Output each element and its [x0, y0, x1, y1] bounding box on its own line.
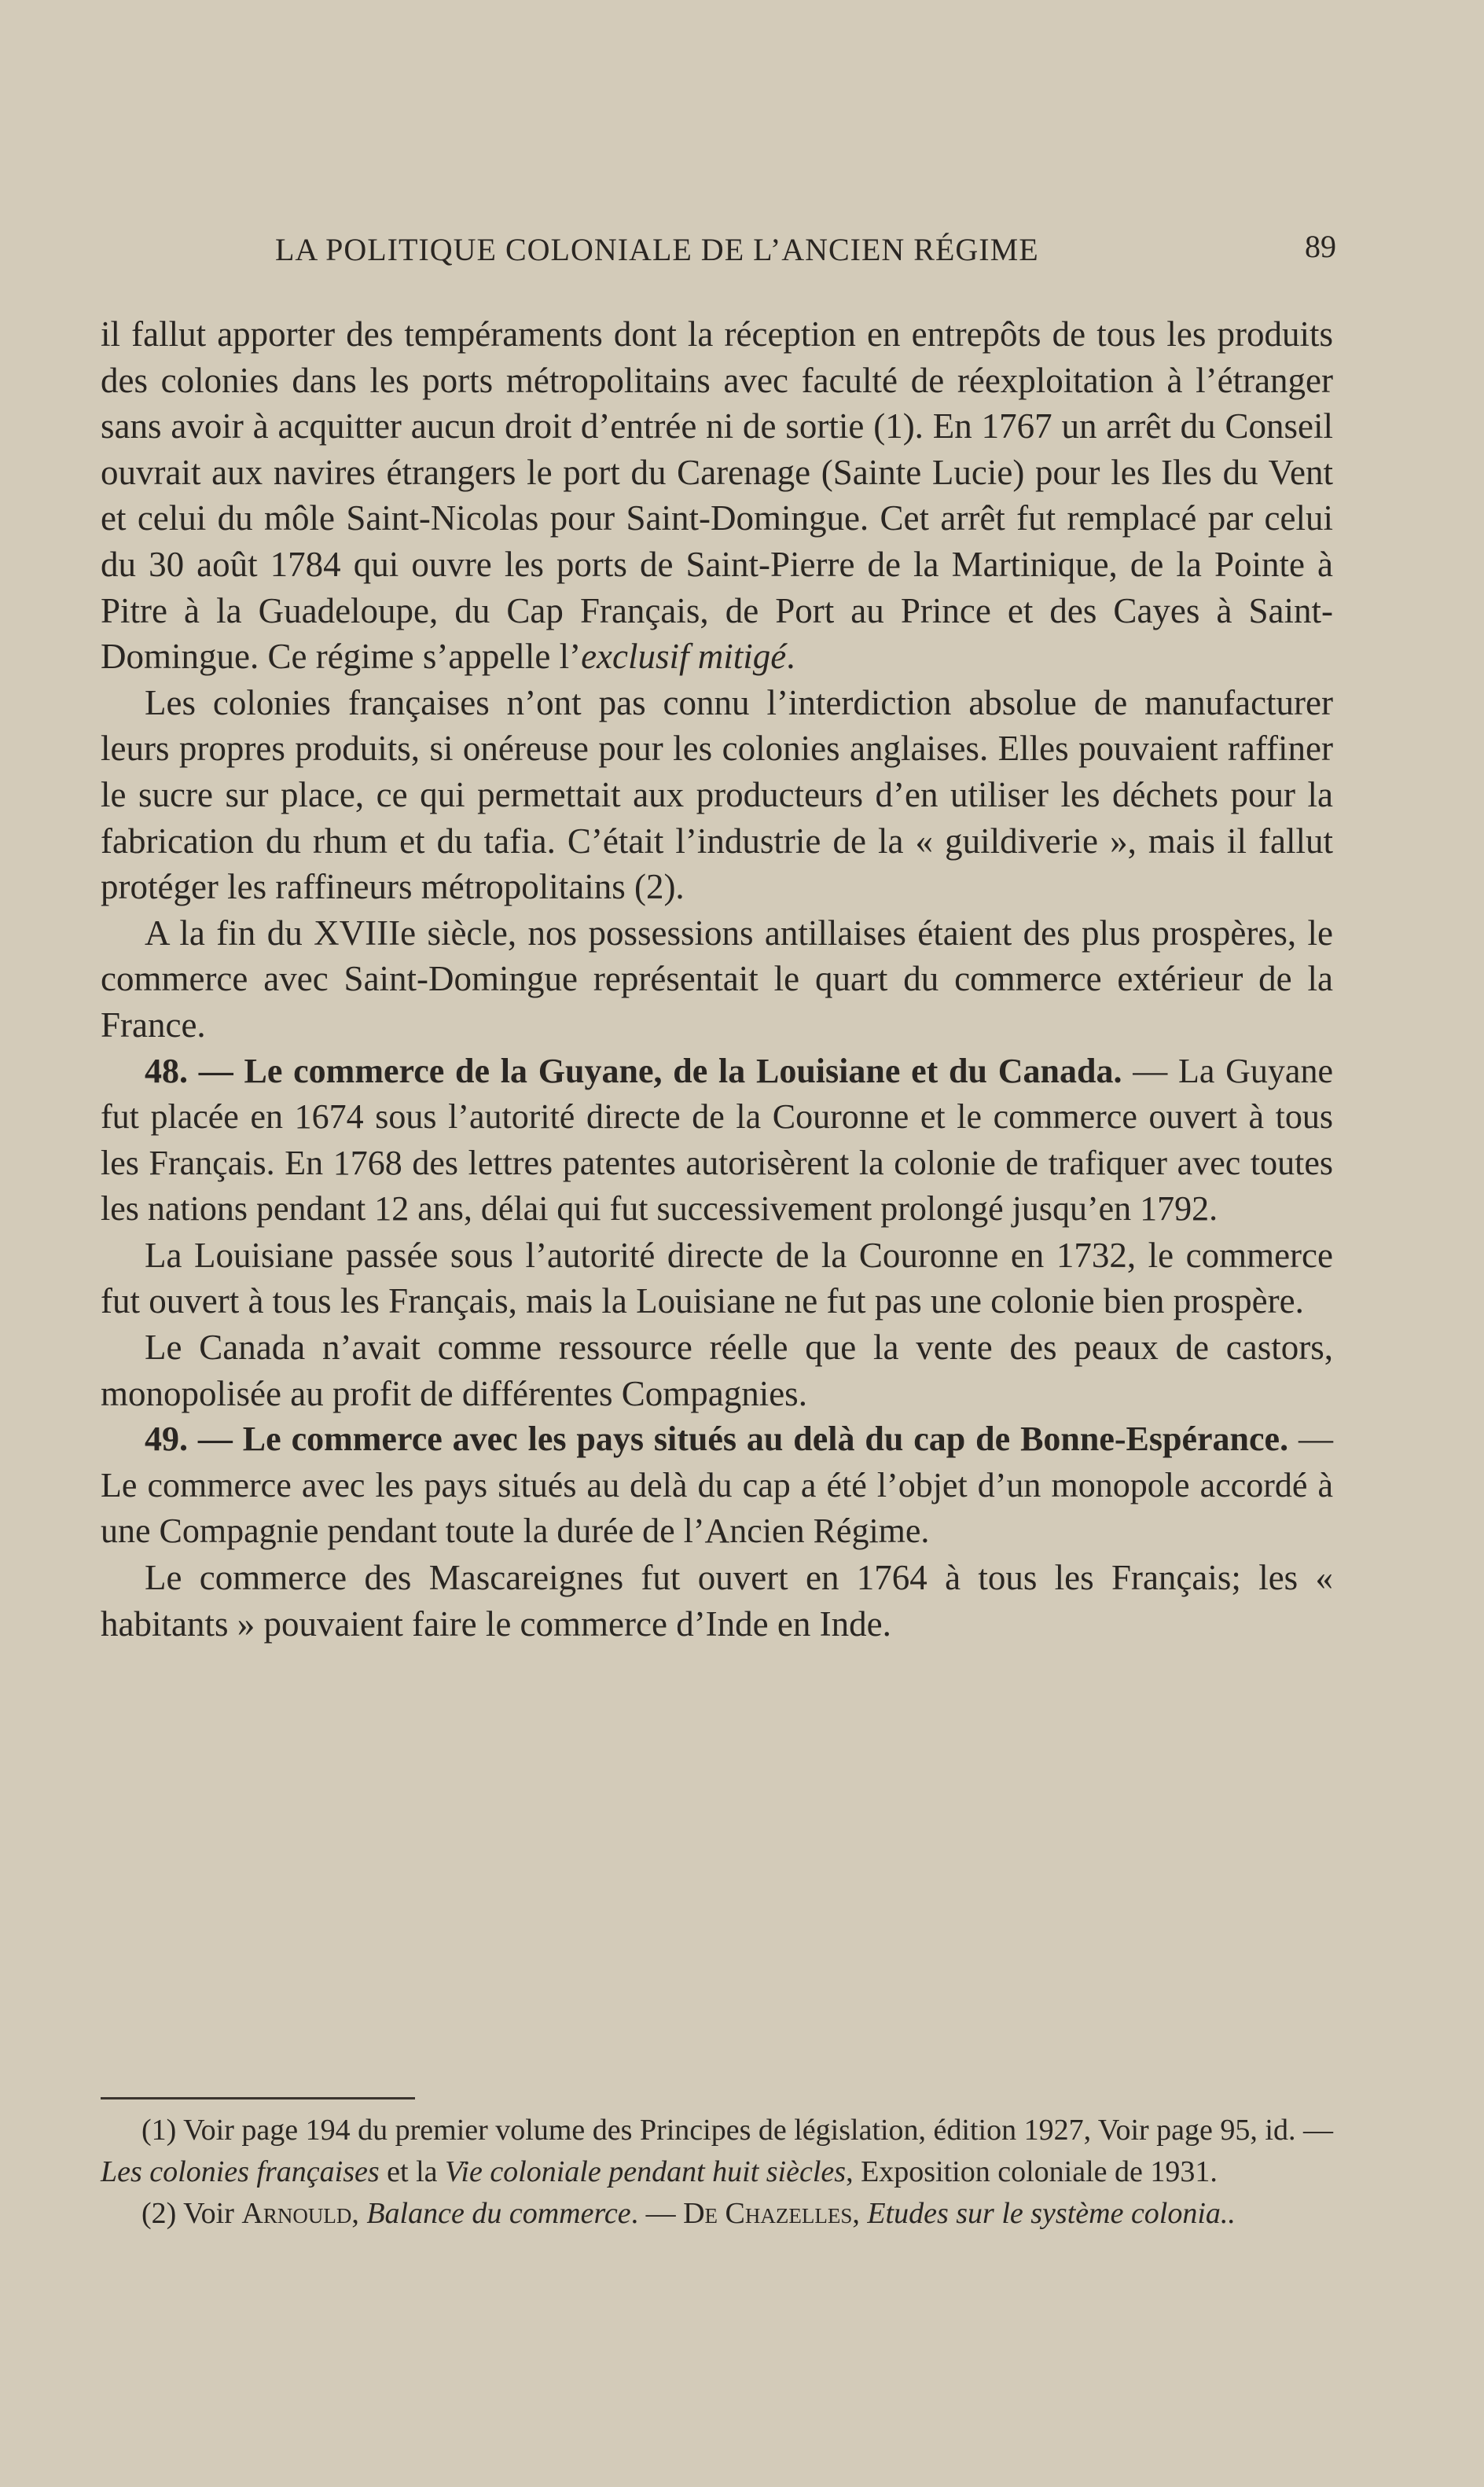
- footnote-author: Arnould: [241, 2197, 352, 2230]
- section-heading: 48. — Le commerce de la Guyane, de la Louisiane et du Canada.: [145, 1051, 1122, 1090]
- footnote-author: De Chazelles: [683, 2197, 853, 2230]
- footnotes: [101, 2110, 1333, 2235]
- section-heading: 49. — Le commerce avec les pays situés au delà du cap de Bonne-Espérance.: [145, 1420, 1289, 1459]
- paragraph: A la fin du XVIIIe siècle, nos possessions antillaises étaient des plus prospères, le commerce avec Saint-Domingue représentait le quart du commerce extérieur de la France.: [101, 913, 1333, 1045]
- footnote-1: [101, 2110, 1333, 2193]
- footnote-text: ,: [852, 2197, 868, 2230]
- paragraph-text: .: [786, 637, 795, 677]
- section-text: — La Guyane fut placée en 1674 sous l’autorité directe de la Couronne et le commerce ouvert à tous les Français. En 1768 des lettres patentes autorisèrent la colonie de trafiquer avec toutes les nations pendant 12 ans, délai qui fut successivement prolongé jusqu’en 1792.: [101, 1051, 1333, 1229]
- section-49: [101, 1416, 1333, 1555]
- footnote-text: ,: [351, 2197, 367, 2230]
- footnote-2: [101, 2193, 1333, 2235]
- paragraph: Le commerce des Mascareignes fut ouvert en 1764 à tous les Français; les « habitants » pouvaient faire le commerce d’Inde en Inde.: [101, 1558, 1333, 1644]
- running-title: LA POLITIQUE COLONIALE DE L’ANCIEN RÉGIME: [275, 232, 1039, 267]
- italic-term: exclusif mitigé: [581, 637, 787, 677]
- footnote-text: , Exposition coloniale de 1931.: [846, 2155, 1218, 2188]
- paragraph-text: il fallut apporter des tempéraments dont la réception en entrepôts de tous les produits des colonies dans les ports métropolitains avec faculté de réexploitation à l’étranger sans avoir à acquitter aucun droit d’entrée ni de sortie (1). En 1767 un arrêt du Conseil ouvrait aux navires étrangers le port du Carenage (Sainte Lucie) pour les Iles du Vent et celui du môle Saint-Nicolas pour Saint-Domingue. Cet arrêt fut remplacé par celui du 30 août 1784 qui ouvre les ports de Saint-Pierre de la Martinique, de la Pointe à Pitre à la Guadeloupe, du Cap Français, de Port au Prince et des Cayes à Saint-Domingue. Ce régime s’appelle l’: [101, 314, 1333, 677]
- footnote-italic: Balance du commerce: [366, 2197, 631, 2230]
- footnote-italic: Vie coloniale pendant huit siècles: [445, 2155, 847, 2188]
- paragraph: La Louisiane passée sous l’autorité directe de la Couronne en 1732, le commerce fut ouvert à tous les Français, mais la Louisiane ne fut pas une colonie bien prospère.: [101, 1235, 1333, 1321]
- paragraph: [101, 311, 1333, 680]
- paragraph: Les colonies françaises n’ont pas connu l’interdiction absolue de manufacturer leurs propres produits, si onéreuse pour les colonies anglaises. Elles pouvaient raffiner le sucre sur place, ce qui permettait aux producteurs d’en utiliser les déchets pour la fabrication du rhum et du tafia. C’était l’industrie de la « guildiverie », mais il fallut protéger les raffineurs métropolitains (2).: [101, 682, 1333, 907]
- footnote-italic: Les colonies françaises: [101, 2155, 380, 2188]
- section-text: — Le commerce avec les pays situés au delà du cap a été l’objet d’un monopole accordé à une Compagnie pendant toute la durée de l’Ancien Régime.: [101, 1420, 1333, 1551]
- body-text: [101, 311, 1333, 1647]
- footnote-text: . —: [630, 2197, 684, 2230]
- footnote-italic: Etudes sur le système colonia..: [867, 2197, 1236, 2230]
- paragraph: Le Canada n’avait comme ressource réelle que la vente des peaux de castors, monopolisée au profit de différentes Compagnies.: [101, 1328, 1333, 1413]
- page-header: [102, 225, 1336, 272]
- footnote-text: (1) Voir page 194 du premier volume des Principes de législation, édition 1927, Voir page 95, id. —: [141, 2114, 1333, 2147]
- section-48: [101, 1049, 1333, 1232]
- footnote-text: et la: [379, 2155, 445, 2188]
- page-number: 89: [1305, 229, 1336, 264]
- footnote-text: (2) Voir: [141, 2197, 242, 2230]
- footnote-divider: [101, 2097, 415, 2099]
